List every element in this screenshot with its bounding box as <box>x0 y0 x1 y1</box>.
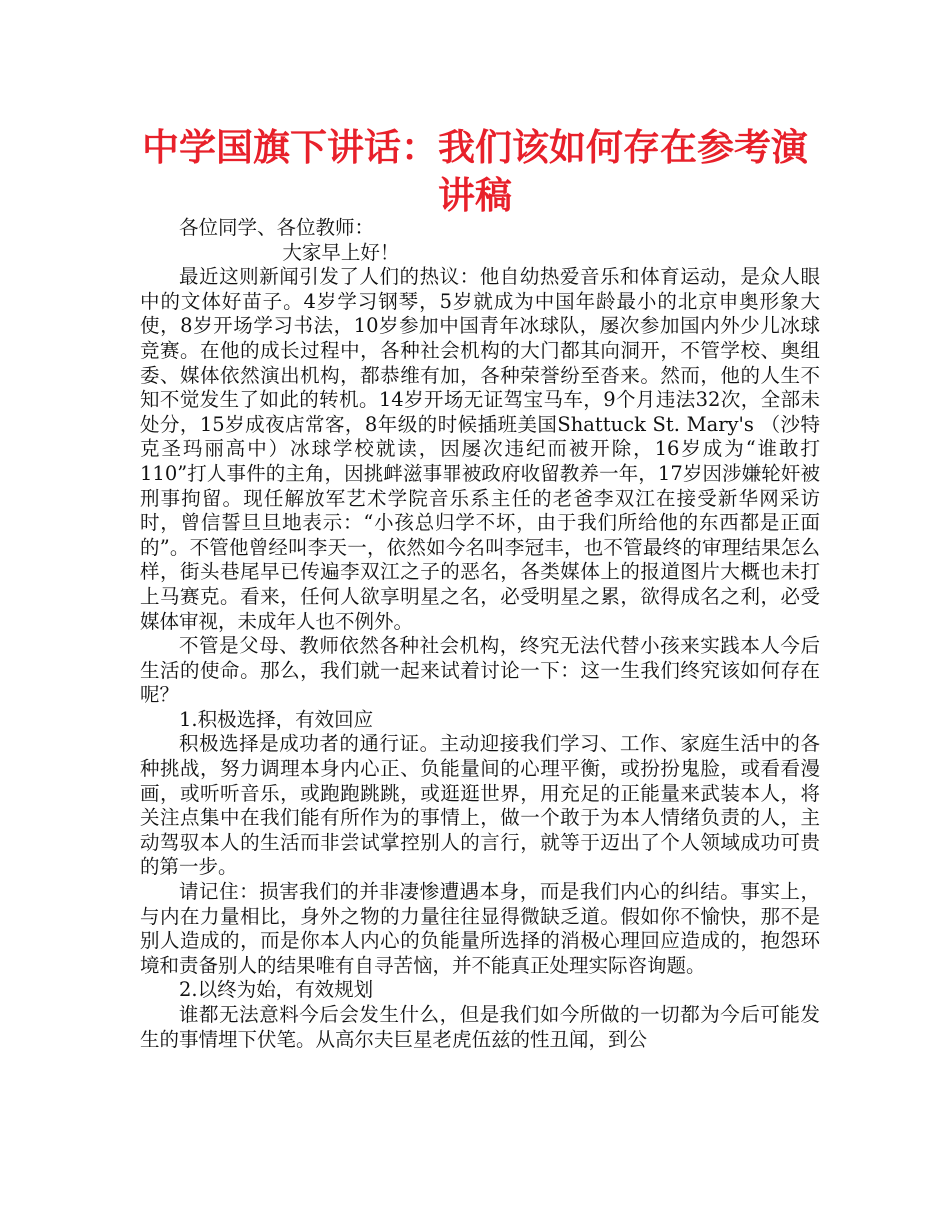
paragraph-remember: 请记住：损害我们的并非凄惨遭遇本身，而是我们内心的纠结。事实上，与内在力量相比，身外之物的力量往往显得微缺乏道。假如你不愉快，那不是别人造成的，而是你本人内心的负能量所选择的消极心理回应造成的，抱怨环境和责备别人的结果唯有自寻苦恼，并不能真正处理实际咨询题。 <box>140 880 820 977</box>
paragraph-choice: 积极选择是成功者的通行证。主动迎接我们学习、工作、家庭生活中的各种挑战，努力调理本身内心正、负能量间的心理平衡，或扮扮鬼脸，或看看漫画，或听听音乐，或跑跑跳跳，或逛逛世界，用充足的正能量来武装本人，将关注点集中在我们能有所作为的事情上，做一个敢于为本人情绪负责的人，主动驾驭本人的生活而非尝试掌控别人的言行，就等于迈出了个人领域成功可贵的第一步。 <box>140 732 820 879</box>
document-title: 中学国旗下讲话：我们该如何存在参考演讲稿 <box>142 126 808 217</box>
paragraph-question: 不管是父母、教师依然各种社会机构，终究无法代替小孩来实践本人今后生活的使命。那么，我们就一起来试着讨论一下：这一生我们终究该如何存在呢？ <box>140 634 820 707</box>
paragraph-planning: 谁都无法意料今后会发生什么，但是我们如今所做的一切都为今后可能发生的事情埋下伏笔。从高尔夫巨星老虎伍兹的性丑闻，到公 <box>140 1003 820 1051</box>
document-body <box>140 216 820 1052</box>
paragraph-news: 最近这则新闻引发了人们的热议：他自幼热爱音乐和体育运动，是众人眼中的文体好苗子。4岁学习钢琴，5岁就成为中国年龄最小的北京申奥形象大使，8岁开场学习书法，10岁参加中国青年冰球队，屡次参加国内外少儿冰球竞赛。在他的成长过程中，各种社会机构的大门都其向洞开，不管学校、奥组委、媒体依然演出机构，都恭维有加，各种荣誉纷至沓来。然而，他的人生不知不觉发生了如此的转机。14岁开场无证驾宝马车，9个月违法32次，全部未处分，15岁成夜店常客，8年级的时候插班美国Shattuck St. Mary's （沙特克圣玛丽高中）冰球学校就读，因屡次违纪而被开除，16岁成为“谁敢打110”打人事件的主角，因挑衅滋事罪被政府收留教养一年，17岁因涉嫌轮奸被刑事拘留。现任解放军艺术学院音乐系主任的老爸李双江在接受新华网采访时，曾信誓旦旦地表示：“小孩总归学不坏，由于我们所给他的东西都是正面的”。不管他曾经叫李天一，依然如今名叫李冠丰，也不管最终的审理结果怎么样，街头巷尾早已传遍李双江之子的恶名，各类媒体上的报道图片大概也未打上马赛克。看来，任何人欲享明星之名，必受明星之累，欲得成名之利，必受媒体审视，未成年人也不例外。 <box>140 265 820 633</box>
greeting-line: 各位同学、各位教师： <box>179 216 375 239</box>
section-heading-1: 1.积极选择，有效回应 <box>179 707 374 731</box>
greeting-morning: 大家早上好！ <box>282 240 400 264</box>
section-heading-2: 2.以终为始，有效规划 <box>179 978 374 1002</box>
